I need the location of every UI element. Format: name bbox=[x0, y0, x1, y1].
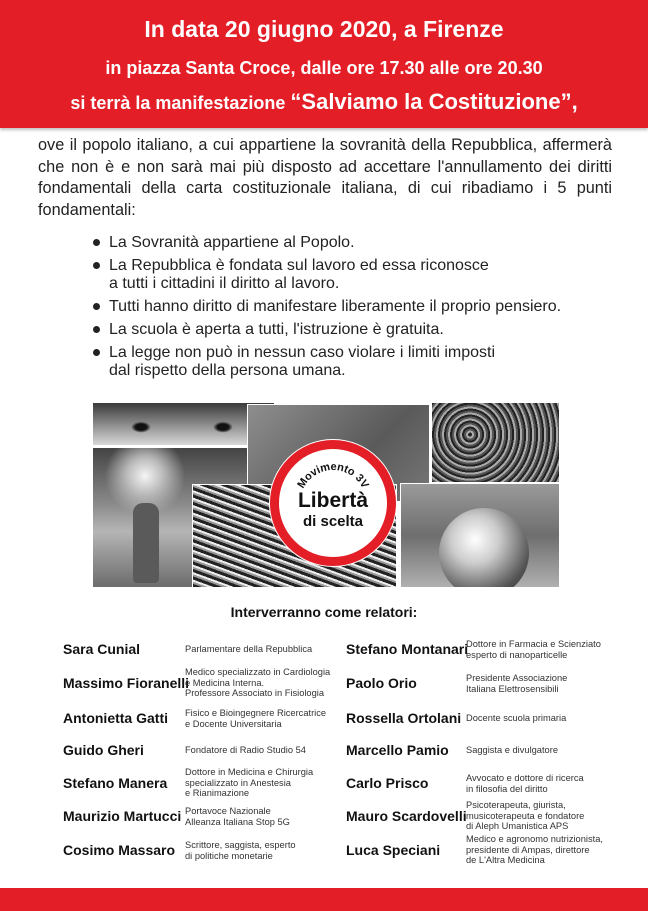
photo-collage bbox=[92, 402, 558, 586]
speaker-role-line: Portavoce Nazionale bbox=[185, 806, 271, 816]
event-title-line bbox=[0, 89, 648, 115]
list-item: La scuola è aperta a tutti, l'istruzione è gratuita. bbox=[92, 321, 612, 339]
photo-crystal-ball bbox=[400, 483, 560, 588]
logo-sub-text: di scelta bbox=[302, 513, 364, 530]
speaker-role bbox=[466, 713, 566, 724]
movimento-3v-logo bbox=[270, 440, 396, 566]
speaker-role-line: Parlamentare della Repubblica bbox=[185, 644, 313, 654]
speaker-name: Guido Gheri bbox=[63, 742, 144, 758]
speakers-heading: Interverranno come relatori: bbox=[230, 604, 418, 620]
speaker-name: Massimo Fioranelli bbox=[63, 675, 190, 691]
speaker-name: Rossella Ortolani bbox=[346, 710, 462, 726]
speaker-role-line: Italiana Elettrosensibili bbox=[466, 683, 559, 694]
speaker-role-line: Professore Associato in Fisiologia bbox=[185, 688, 325, 698]
bullet-icon bbox=[93, 262, 100, 269]
speaker-role-line: Fondatore di Radio Studio 54 bbox=[185, 745, 306, 755]
speaker-role-line: e Rianimazione bbox=[185, 788, 250, 798]
speaker-role bbox=[466, 745, 558, 756]
list-item: La legge non può in nessun caso violare i limiti imposti dal rispetto della persona umana. bbox=[92, 344, 612, 380]
speaker-role bbox=[185, 745, 306, 756]
speaker-role bbox=[185, 667, 330, 699]
speaker-role-line: Dottore in Medicina e Chirurgia bbox=[185, 767, 314, 777]
speaker-name: Paolo Orio bbox=[346, 675, 417, 691]
speaker-role-line: Saggista e divulgatore bbox=[466, 745, 558, 755]
speaker-role-line: de L'Altra Medicina bbox=[466, 855, 545, 865]
speaker-name: Marcello Pamio bbox=[346, 742, 449, 758]
bullet-icon bbox=[93, 303, 100, 310]
bullet-icon bbox=[93, 239, 100, 246]
speaker-name: Mauro Scardovelli bbox=[346, 808, 467, 824]
bullet-icon bbox=[93, 349, 100, 356]
speaker-role-line: Scrittore, saggista, esperto bbox=[185, 840, 296, 850]
speaker-role-line: Medico specializzato in Cardiologia bbox=[185, 667, 331, 677]
speaker-role-line: Fisico e Bioingegnere Ricercatrice bbox=[185, 708, 327, 718]
speaker-role-line: Medico e agronomo nutrizionista, bbox=[466, 834, 603, 844]
speaker-role-line: esperto di nanoparticelle bbox=[466, 649, 568, 660]
speaker-name: Sara Cunial bbox=[63, 641, 141, 657]
event-title-prefix: si terrà la manifestazione bbox=[70, 93, 291, 113]
speaker-role bbox=[185, 806, 290, 827]
speaker-name: Stefano Manera bbox=[63, 775, 168, 791]
speaker-role-line: di Aleph Umanistica APS bbox=[466, 821, 569, 831]
speaker-name: Luca Speciani bbox=[346, 842, 441, 858]
speaker-role bbox=[185, 644, 312, 655]
speaker-role bbox=[185, 708, 326, 729]
speaker-role-line: musicoterapeuta e fondatore bbox=[466, 810, 585, 821]
speaker-role bbox=[466, 673, 567, 694]
fundamental-points-list bbox=[92, 234, 612, 385]
child-figure bbox=[133, 503, 159, 583]
list-item: La Sovranità appartiene al Popolo. bbox=[92, 234, 612, 252]
event-title: “Salviamo la Costituzione”, bbox=[290, 89, 578, 114]
speaker-role bbox=[185, 840, 296, 861]
speaker-role-line: in filosofia del diritto bbox=[466, 783, 548, 794]
bullet-icon bbox=[93, 326, 100, 333]
speaker-role bbox=[466, 834, 603, 866]
event-date-heading: In data 20 giugno 2020, a Firenze bbox=[144, 16, 504, 42]
speaker-role-line: specializzato in Anestesia bbox=[185, 777, 291, 788]
footer-band bbox=[0, 888, 648, 911]
intro-paragraph: ove il popolo italiano, a cui appartiene la sovranità della Repubblica, affermerà che non è e non sarà mai più disposto ad accettare l'annullamento dei diritti fondamentali della carta costituzionale italiana, di cui ribadiamo i 5 punti fondamentali: bbox=[38, 136, 612, 219]
speaker-role bbox=[466, 639, 601, 660]
speaker-role bbox=[466, 773, 584, 794]
crystal-ball bbox=[439, 508, 529, 588]
speaker-role-line: e Medicina Interna. bbox=[185, 677, 265, 688]
speaker-role-line: Presidente Associazione bbox=[466, 673, 568, 683]
speaker-role-line: di politiche monetarie bbox=[185, 850, 273, 861]
speaker-role-line: e Docente Universitaria bbox=[185, 718, 282, 729]
logo-main-text: Libertà bbox=[297, 489, 368, 512]
list-item: Tutti hanno diritto di manifestare liberamente il proprio pensiero. bbox=[92, 298, 612, 316]
speaker-name: Maurizio Martucci bbox=[63, 808, 182, 824]
speaker-role bbox=[466, 800, 584, 832]
speaker-role-line: Dottore in Farmacia e Scienziato bbox=[466, 639, 601, 649]
speaker-role-line: Psicoterapeuta, giurista, bbox=[466, 800, 566, 810]
speaker-role-line: presidente di Ampas, direttore bbox=[466, 844, 590, 855]
event-location-time: in piazza Santa Croce, dalle ore 17.30 alle ore 20.30 bbox=[105, 58, 543, 78]
svg-text:Movimento 3V: Movimento 3V bbox=[295, 460, 371, 491]
speaker-name: Cosimo Massaro bbox=[63, 842, 176, 858]
speaker-name: Antonietta Gatti bbox=[63, 710, 168, 726]
list-item: La Repubblica è fondata sul lavoro ed essa riconosce a tutti i cittadini il diritto al lavoro. bbox=[92, 257, 612, 293]
header-banner bbox=[0, 0, 648, 128]
speaker-name: Carlo Prisco bbox=[346, 775, 429, 791]
speaker-role-line: Alleanza Italiana Stop 5G bbox=[185, 816, 290, 827]
speaker-role-line: Docente scuola primaria bbox=[466, 713, 567, 723]
photo-crowd bbox=[431, 402, 560, 483]
speaker-role bbox=[185, 767, 313, 799]
speaker-role-line: Avvocato e dottore di ricerca bbox=[466, 773, 584, 783]
speaker-name: Stefano Montanari bbox=[346, 641, 469, 657]
